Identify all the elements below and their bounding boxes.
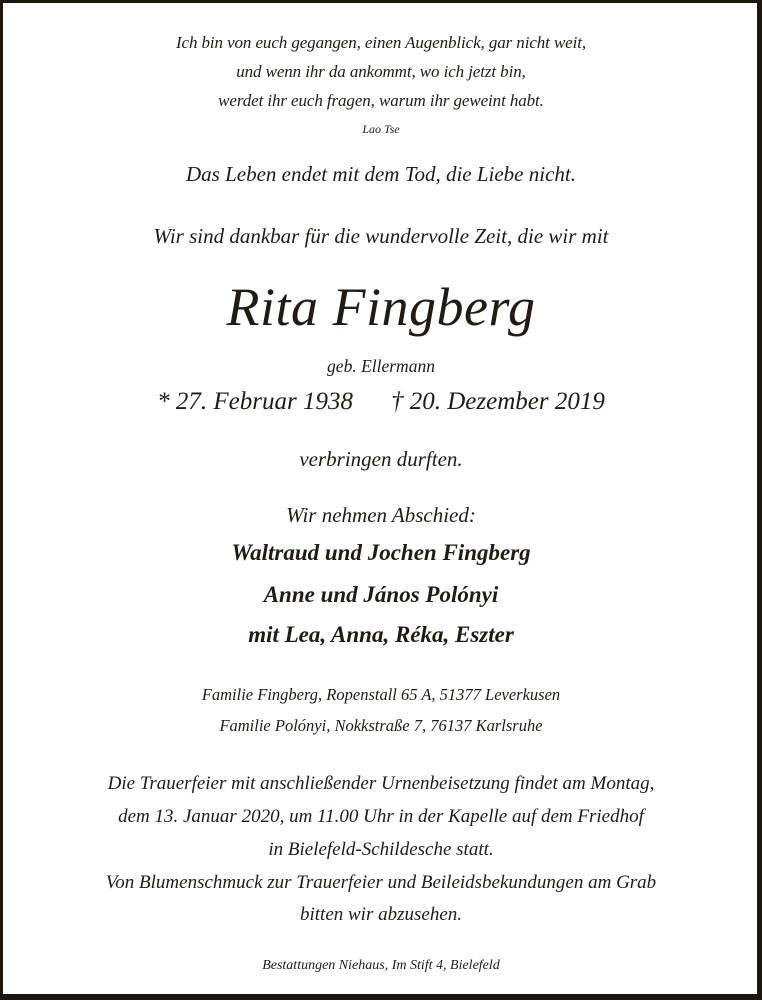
quote-line-2: und wenn ihr da ankommt, wo ich jetzt bin, [236,62,526,81]
quote-line-1: Ich bin von euch gegangen, einen Augenblick, gar nicht weit, [175,33,587,52]
mourner-line-1: Waltraud und Jochen Fingberg [231,540,531,565]
address-line-2: Familie Polónyi, Nokkstraße 7, 76137 Karlsruhe [219,716,543,735]
mourner-line-2: Anne und János Polónyi [263,582,499,607]
funeral-home: Bestattungen Niehaus, Im Stift 4, Bielefeld [262,958,500,973]
address-line-1: Familie Fingberg, Ropenstall 65 A, 51377 Leverkusen [201,685,561,704]
quote-author: Lao Tse [362,122,400,136]
ceremony-line-2: dem 13. Januar 2020, um 11.00 Uhr in der Kapelle auf dem Friedhof [118,806,644,827]
birth-date: * 27. Februar 1938 [157,388,353,415]
death-date: † 20. Dezember 2019 [390,388,605,415]
deceased-name: Rita Fingberg [226,277,536,337]
ceremony-line-1: Die Trauerfeier mit anschließender Urnenbeisetzung findet am Montag, [107,773,655,794]
birth-name: geb. Ellermann [327,356,435,376]
outro-text: verbringen durften. [299,447,463,471]
quote-line-3: werdet ihr euch fragen, warum ihr geweint habt. [218,91,544,110]
farewell-heading: Wir nehmen Abschied: [286,503,476,527]
ceremony-line-3: in Bielefeld-Schildesche statt. [268,839,494,860]
motto: Das Leben endet mit dem Tod, die Liebe nicht. [185,162,576,186]
ceremony-line-5: bitten wir abzusehen. [299,904,463,925]
ceremony-line-4: Von Blumenschmuck zur Trauerfeier und Beileidsbekundungen am Grab [105,872,657,893]
intro-text: Wir sind dankbar für die wundervolle Zeit, die wir mit [153,224,609,248]
mourner-line-3: mit Lea, Anna, Réka, Eszter [248,622,514,647]
life-dates [0,388,762,416]
